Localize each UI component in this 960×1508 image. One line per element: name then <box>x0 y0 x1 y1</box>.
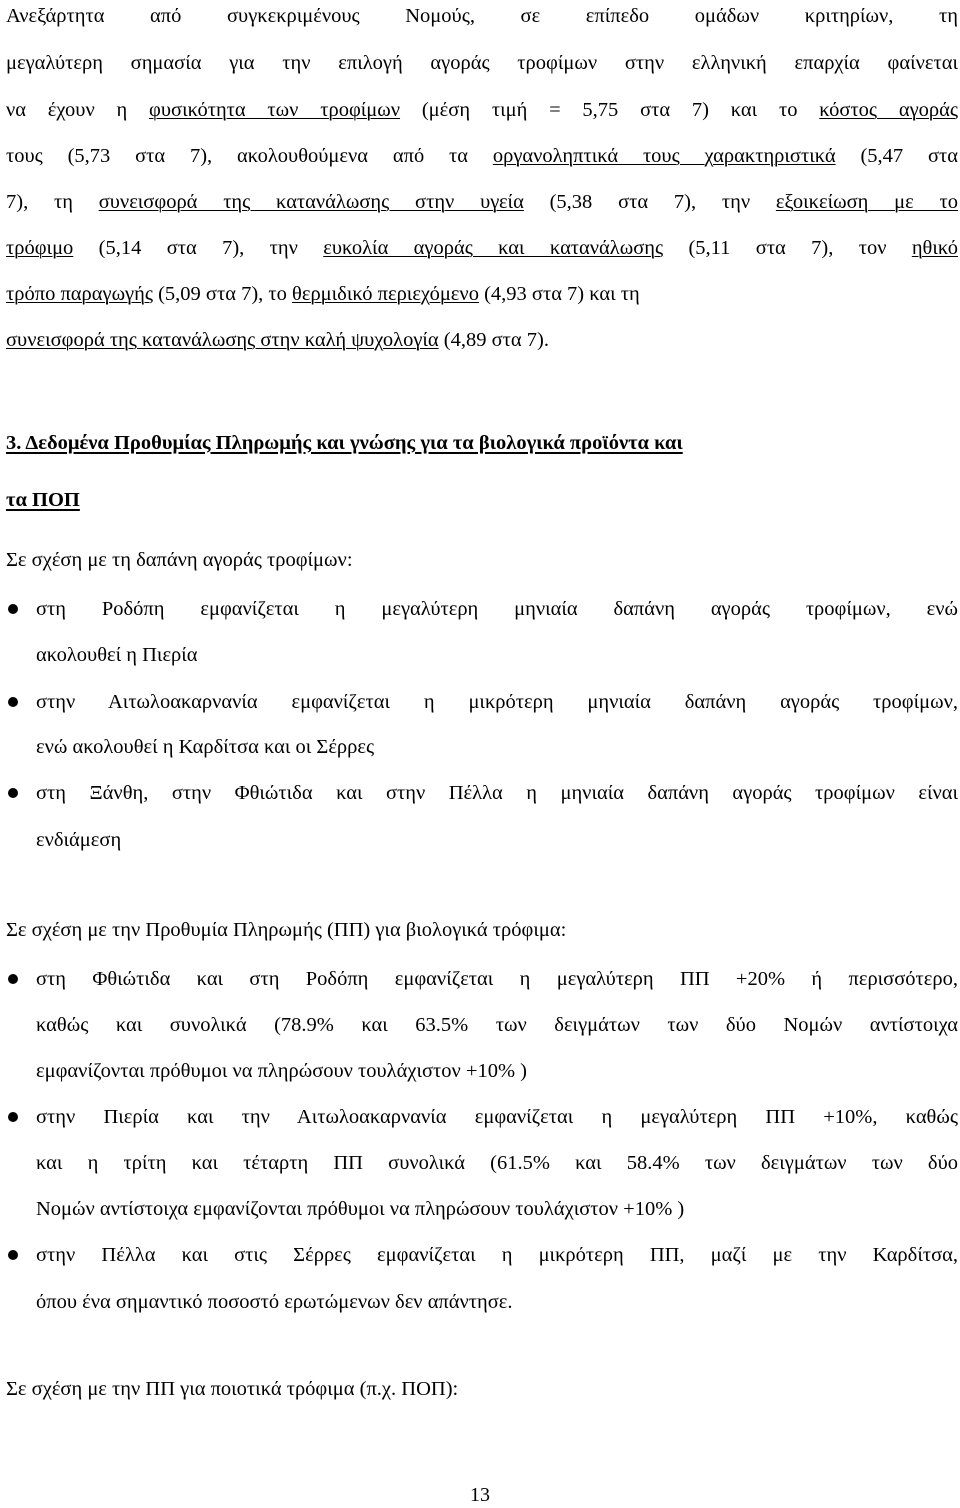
underlined-term: φυσικότητα των τροφίμων <box>149 99 401 121</box>
underlined-term: τρόφιμο <box>6 237 74 259</box>
section-heading: τα ΠΟΠ <box>6 489 80 511</box>
section-intro: Σε σχέση με την Προθυμία Πληρωμής (ΠΠ) για βιολογικά τρόφιμα: <box>6 919 567 941</box>
underlined-term: θερμιδικό περιεχόμενο <box>292 283 479 305</box>
list-item: στην Πέλλα και στις Σέρρες εμφανίζεται η μικρότερη ΠΠ, μαζί με την Καρδίτσα, <box>36 1244 958 1266</box>
list-item-continuation: ενώ ακολουθεί η Καρδίτσα και οι Σέρρες <box>36 736 375 758</box>
underlined-term: συνεισφορά της κατανάλωσης στην καλή ψυχολογία <box>6 329 439 351</box>
section-intro: Σε σχέση με την ΠΠ για ποιοτικά τρόφιμα (π.χ. ΠΟΠ): <box>6 1378 459 1400</box>
text-run: (μέση τιμή = 5,75 στα 7) και το <box>400 99 820 121</box>
bullet-icon <box>8 697 18 707</box>
text-run: 7), τη <box>6 191 99 213</box>
list-item: στην Πιερία και την Αιτωλοακαρνανία εμφανίζεται η μεγαλύτερη ΠΠ +10%, καθώς <box>36 1106 958 1128</box>
paragraph-line: μεγαλύτερη σημασία για την επιλογή αγοράς τροφίμων στην ελληνική επαρχία φαίνεται <box>6 52 958 74</box>
list-item: στην Αιτωλοακαρνανία εμφανίζεται η μικρότερη μηνιαία δαπάνη αγοράς τροφίμων, <box>36 691 958 713</box>
bullet-icon <box>8 1112 18 1122</box>
underlined-term: εξοικείωση με το <box>775 191 958 213</box>
list-item-continuation: Νομών αντίστοιχα εμφανίζονται πρόθυμοι να πληρώσουν τουλάχιστον +10% ) <box>36 1198 685 1220</box>
text-run: (5,11 στα 7), τον <box>663 237 912 259</box>
underlined-term: κόστος αγοράς <box>819 99 958 121</box>
text-run: (4,93 στα 7) και τη <box>478 283 640 305</box>
paragraph-line <box>6 236 958 260</box>
section-intro: Σε σχέση με τη δαπάνη αγοράς τροφίμων: <box>6 549 353 571</box>
paragraph-line <box>6 98 958 122</box>
underlined-term: ευκολία αγοράς και κατανάλωσης <box>323 237 664 259</box>
text-run: τους (5,73 στα 7), ακολουθούμενα από τα <box>6 145 493 167</box>
text-run: (4,89 στα 7). <box>438 329 549 351</box>
paragraph-line <box>6 190 958 214</box>
underlined-term: συνεισφορά της κατανάλωσης στην υγεία <box>98 191 524 213</box>
underlined-term: ηθικό <box>911 237 958 259</box>
underlined-term: τρόπο παραγωγής <box>6 283 153 305</box>
bullet-icon <box>8 604 18 614</box>
paragraph-line <box>6 328 549 352</box>
page-number: 13 <box>470 1484 490 1506</box>
list-item: στη Φθιώτιδα και στη Ροδόπη εμφανίζεται η μεγαλύτερη ΠΠ +20% ή περισσότερο, <box>36 968 958 990</box>
paragraph-line <box>6 144 958 168</box>
list-item-continuation: όπου ένα σημαντικό ποσοστό ερωτώμενων δεν απάντησε. <box>36 1291 513 1313</box>
list-item-continuation: ενδιάμεση <box>36 829 122 851</box>
section-heading: 3. Δεδομένα Προθυμίας Πληρωμής και γνώσης για τα βιολογικά προϊόντα και <box>6 432 683 454</box>
paragraph-line <box>6 282 640 306</box>
paragraph-line: Ανεξάρτητα από συγκεκριμένους Νομούς, σε επίπεδο ομάδων κριτηρίων, τη <box>6 5 958 27</box>
bullet-icon <box>8 1250 18 1260</box>
list-item-continuation: εμφανίζονται πρόθυμοι να πληρώσουν τουλάχιστον +10% ) <box>36 1060 527 1082</box>
text-run: (5,09 στα 7), το <box>152 283 293 305</box>
bullet-icon <box>8 788 18 798</box>
list-item: στη Ξάνθη, στην Φθιώτιδα και στην Πέλλα η μηνιαία δαπάνη αγοράς τροφίμων είναι <box>36 782 958 804</box>
list-item-continuation: και η τρίτη και τέταρτη ΠΠ συνολικά (61.5% και 58.4% των δειγμάτων των δύο <box>36 1152 958 1174</box>
text-run: (5,47 στα <box>835 145 959 167</box>
text-run: (5,38 στα 7), την <box>523 191 776 213</box>
list-item-continuation: καθώς και συνολικά (78.9% και 63.5% των δειγμάτων των δύο Νομών αντίστοιχα <box>36 1014 958 1036</box>
list-item-continuation: ακολουθεί η Πιερία <box>36 644 198 666</box>
list-item: στη Ροδόπη εμφανίζεται η μεγαλύτερη μηνιαία δαπάνη αγοράς τροφίμων, ενώ <box>36 598 958 620</box>
bullet-icon <box>8 974 18 984</box>
text-run: να έχουν η <box>6 99 150 121</box>
underlined-term: οργανοληπτικά τους χαρακτηριστικά <box>492 145 836 167</box>
text-run: (5,14 στα 7), την <box>73 237 324 259</box>
